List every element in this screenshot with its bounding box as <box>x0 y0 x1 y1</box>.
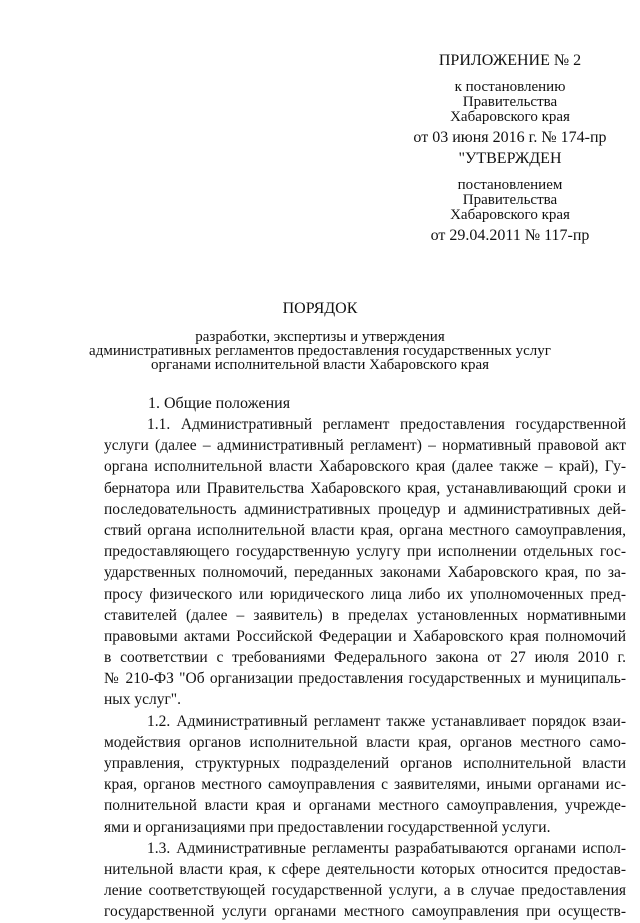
text-line: управления, структурных подразделений органов исполнительной власти <box>104 755 626 772</box>
text-line: ных услуг". <box>104 691 182 709</box>
approved-line3: Хабаровского края <box>450 207 570 223</box>
document-title <box>0 300 640 372</box>
document-title-sub1: разработки, экспертизы и утверждения <box>195 329 445 345</box>
section-body <box>104 414 626 923</box>
approved-line1: постановлением <box>457 177 563 193</box>
text-line: № 210-ФЗ "Об организации предоставления государственных и муниципаль- <box>104 670 626 688</box>
approved-line2: Правительства <box>462 192 558 208</box>
text-line: последовательность административных процедур и административных дей- <box>104 500 626 518</box>
text-line: модействия органов исполнительной власти края, органов местного само- <box>104 733 626 751</box>
text-line: услуги (далее – административный регламент) – нормативный правовой акт <box>104 437 626 455</box>
text-line: ями и организациями при предоставлении государственной услуги. <box>104 818 551 836</box>
text-line: ударственных полномочий, переданных законами Хабаровского края, по за- <box>104 564 626 582</box>
document-title-main: ПОРЯДОК <box>282 300 358 317</box>
document-title-sub2: административных регламентов предоставления государственных услуг <box>89 343 551 359</box>
text-line: нительной власти края, к сфере деятельности которых относится предостав- <box>104 860 626 878</box>
text-line: 1.1. Административный регламент предоставления государственной <box>147 416 626 433</box>
text-line: края, органов местного самоуправления с заявителями, иными органами ис- <box>104 776 626 794</box>
text-line: в соответствии с требованиями Федерального закона от 27 июля 2010 г. <box>104 649 626 667</box>
appendix-to-line3: Хабаровского края <box>450 109 570 125</box>
text-line: 1.3. Административные регламенты разрабатываются органами испол- <box>147 839 626 857</box>
text-line: ление соответствующей государственной услуги, а в случае предоставления <box>104 882 626 900</box>
approved-header <box>395 150 625 245</box>
appendix-title: ПРИЛОЖЕНИЕ № 2 <box>438 52 582 69</box>
appendix-to-line1: к постановлению <box>454 79 566 95</box>
text-line: ствий органа исполнительной власти края, органа местного самоуправления, <box>104 521 626 539</box>
text-line: органа исполнительной власти Хабаровского края (далее также – край), Гу- <box>104 458 626 476</box>
approved-date: от 29.04.2011 № 117-пр <box>430 227 590 244</box>
text-line: ставителей (далее – заявитель) в пределах установленных нормативными <box>104 606 626 624</box>
text-line: просу физического или юридического лица либо их уполномоченных пред- <box>104 585 626 603</box>
text-line: правовыми актами Российской Федерации и Хабаровского края полномочий <box>104 627 626 645</box>
text-line: государственной услуги органами местного самоуправления при осуществ- <box>104 903 626 921</box>
section-heading: 1. Общие положения <box>148 395 291 412</box>
appendix-date: от 03 июня 2016 г. № 174-пр <box>413 129 607 146</box>
document-title-sub3: органами исполнительной власти Хабаровского края <box>150 357 489 373</box>
text-line: бернатора или Правительства Хабаровского края, устанавливающий сроки и <box>104 479 626 497</box>
appendix-to-line2: Правительства <box>462 94 558 110</box>
appendix-header <box>395 52 625 147</box>
text-line: предоставляющего государственную услугу при исполнении отдельных гос- <box>104 543 626 561</box>
text-line: 1.2. Административный регламент также устанавливает порядок взаи- <box>147 712 626 730</box>
approved-title: "УТВЕРЖДЕН <box>458 150 562 167</box>
text-line: полнительной власти края и органами местного самоуправления, учрежде- <box>104 797 626 815</box>
